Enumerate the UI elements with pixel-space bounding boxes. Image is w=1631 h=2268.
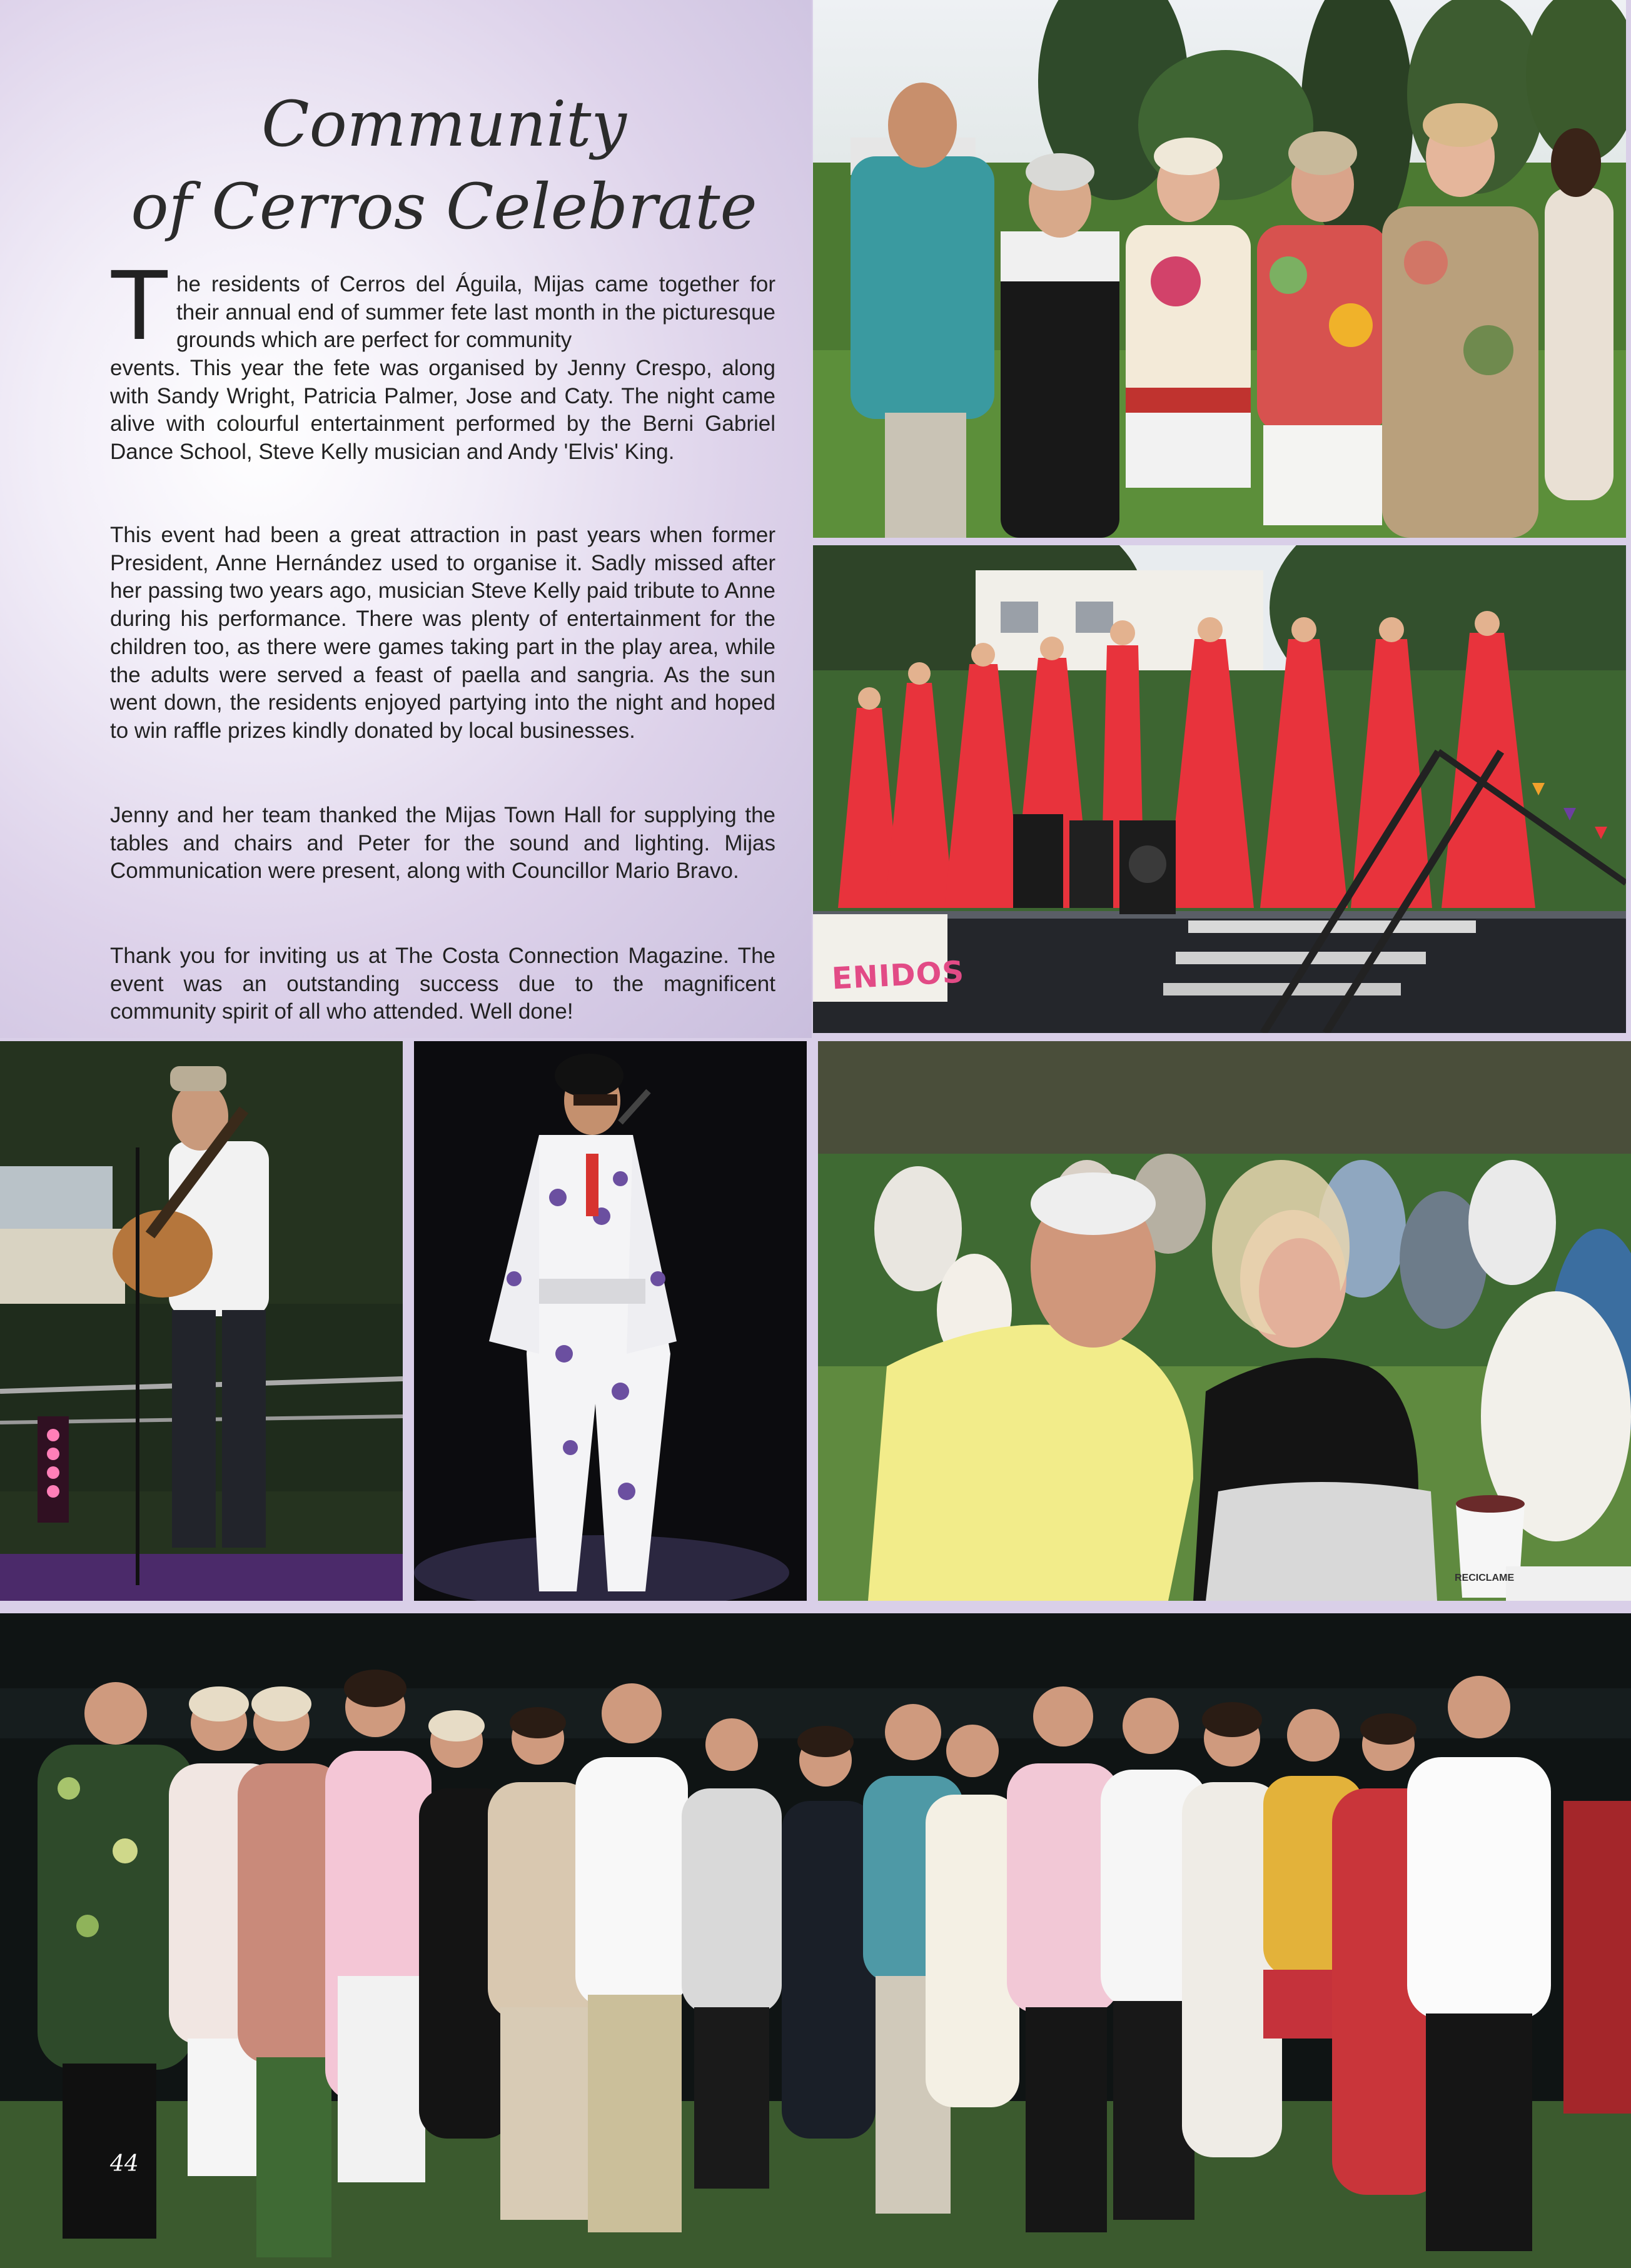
photo-musician-steve-kelly [0, 1041, 403, 1601]
stage-banner-text: ENIDOS [831, 954, 966, 997]
page-number: 44 [110, 2151, 139, 2177]
paragraph-4: Thank you for inviting us at The Costa Connection Magazine. The event was an outstanding success due to the magnificent community spirit of all who attended. Well done! [110, 944, 775, 1024]
paragraph-1-rest: events. This year the fete was organised by Jenny Crespo, along with Sandy Wright, Patricia Palmer, Jose and Caty. The night came alive with colourful entertainment performed by the Berni Gabriel Dance School, Steve Kelly musician and Andy 'Elvis' King. [110, 356, 775, 465]
photo-organisers-group [813, 0, 1626, 538]
photo-community-group-night [0, 1613, 1631, 2268]
paragraph-3: Jenny and her team thanked the Mijas Town Hall for supplying the tables and chairs and Peter for the sound and lighting. Mijas Communication were present, along with Councillor Mario Bravo. [110, 803, 775, 884]
paragraph-2: This event had been a great attraction in past years when former President, Anne Hernández used to organise it. Sadly missed after her passing two years ago, musician Steve Kelly paid tribute to Anne during his performance. There was plenty of entertainment for the children too, as there were games taking part in the play area, while the adults were served a feast of paella and sangria. As the sun went down, the residents enjoyed partying into the night and hoped to win raffle prizes kindly donated by local businesses. [110, 523, 775, 743]
photo-seated-couple [818, 1041, 1631, 1601]
paragraph-1-indented: he residents of Cerros del Águila, Mijas came together for their annual end of summer fete last month in the picturesque grounds which are perfect for community [176, 272, 775, 353]
photo-dance-school-stage [813, 545, 1626, 1033]
drop-cap: T [109, 248, 170, 360]
article-title-line1: Community [261, 88, 627, 161]
article-title-line2: of Cerros Celebrate [131, 170, 757, 243]
photo-elvis-tribute [414, 1041, 807, 1601]
cup-label: RECICLAME [1455, 1573, 1515, 1583]
